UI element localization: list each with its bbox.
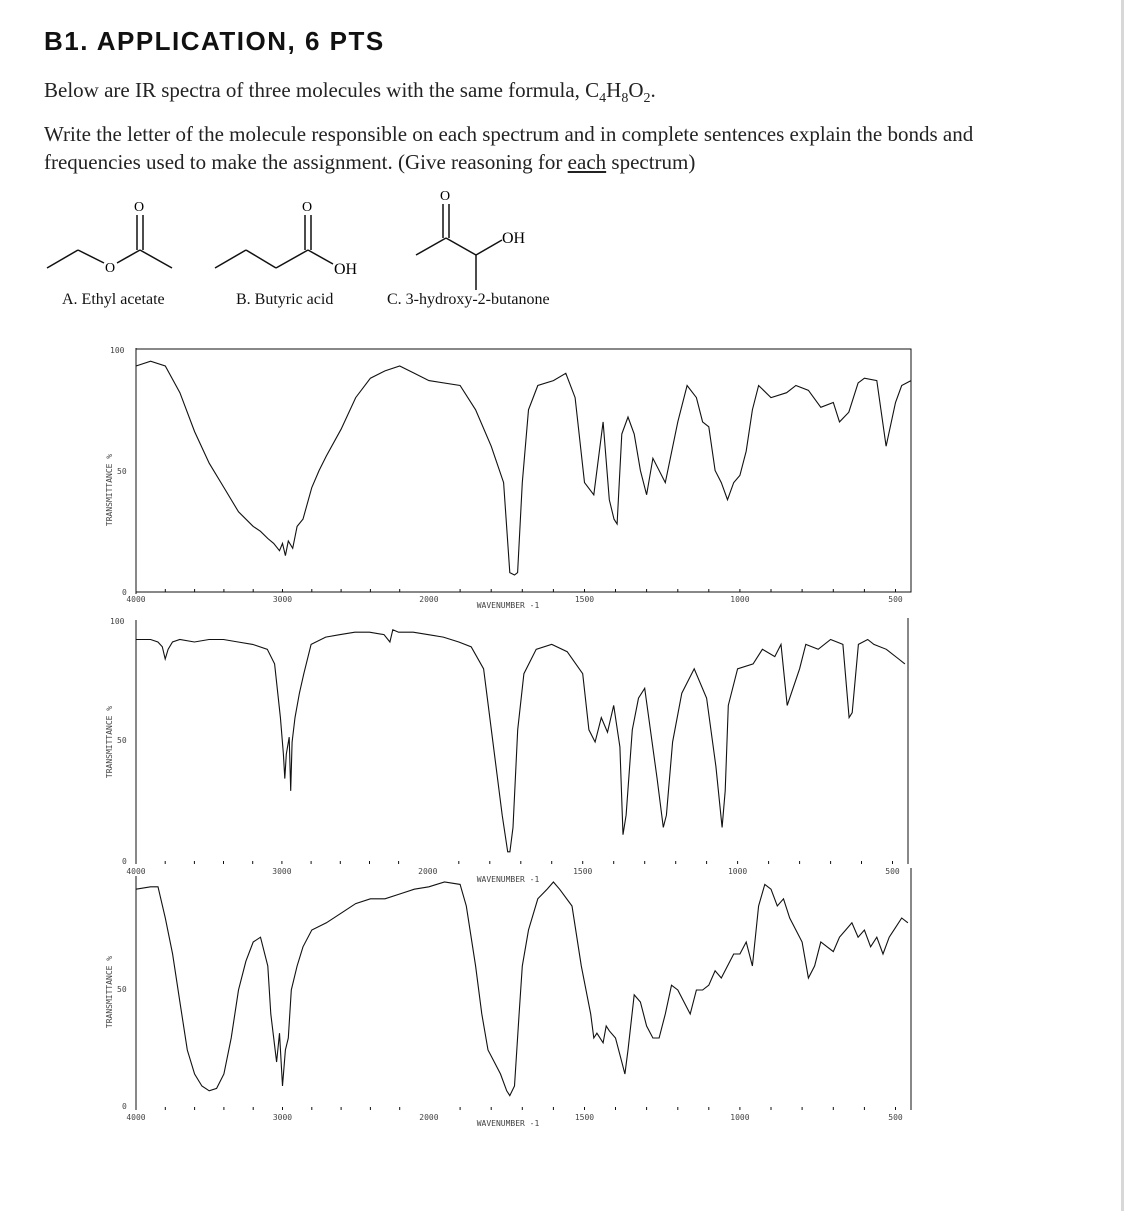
spectrum-trace bbox=[136, 361, 911, 575]
y-tick-0: 0 bbox=[122, 1102, 127, 1111]
x-tick-1000: 1000 bbox=[727, 867, 748, 876]
x-tick-4000: 4000 bbox=[126, 595, 146, 604]
molecule-label-c: C. 3-hydroxy-2-butanone bbox=[387, 291, 550, 308]
hydroxybutanone-structure bbox=[416, 204, 502, 290]
ir-spectrum-2 bbox=[100, 612, 920, 882]
x-tick-500: 500 bbox=[888, 1113, 903, 1122]
y-tick-50: 50 bbox=[117, 736, 127, 745]
formula-element: H bbox=[606, 78, 622, 102]
y-tick-100: 100 bbox=[110, 617, 125, 626]
formula-element: O bbox=[628, 78, 644, 102]
instructions-text: Write the letter of the molecule responsible on each spectrum and in complete sentences explain the bonds and frequencies used to make the assignment. (Give reasoning for bbox=[44, 122, 974, 174]
x-tick-1500: 1500 bbox=[574, 1113, 595, 1122]
x-axis-label: WAVENUMBER -1 bbox=[476, 601, 540, 610]
butyric-acid-structure bbox=[215, 215, 333, 268]
butyric-acid-carbonyl-o: O bbox=[302, 200, 313, 215]
x-tick-500: 500 bbox=[885, 867, 900, 876]
question-heading: B1. APPLICATION, 6 PTS bbox=[44, 26, 385, 56]
x-tick-4000: 4000 bbox=[126, 1113, 146, 1122]
x-tick-500: 500 bbox=[888, 595, 903, 604]
formula-subscript: 8 bbox=[621, 91, 629, 107]
molecule-label-b: B. Butyric acid bbox=[236, 291, 334, 308]
x-tick-1000: 1000 bbox=[730, 595, 750, 604]
y-axis-label: TRANSMITTANCE % bbox=[105, 705, 114, 779]
x-tick-1500: 1500 bbox=[573, 867, 593, 876]
y-axis-label: TRANSMITTANCE % bbox=[105, 955, 114, 1029]
spectrum-trace bbox=[136, 882, 908, 1096]
y-tick-50: 50 bbox=[117, 985, 127, 994]
x-axis-label: WAVENUMBER -1 bbox=[476, 1119, 540, 1128]
y-tick-100: 100 bbox=[110, 346, 125, 355]
x-tick-marks bbox=[165, 1107, 895, 1110]
hydroxybutanone-carbonyl-o: O bbox=[440, 190, 451, 204]
ethyl-acetate-ring-o: O bbox=[105, 261, 116, 276]
x-tick-2000: 2000 bbox=[418, 867, 438, 876]
x-tick-1500: 1500 bbox=[574, 595, 595, 604]
y-tick-50: 50 bbox=[117, 467, 127, 476]
x-tick-1000: 1000 bbox=[730, 1113, 750, 1122]
x-tick-3000: 3000 bbox=[272, 867, 292, 876]
instructions-emphasis: each bbox=[567, 150, 607, 174]
x-tick-4000: 4000 bbox=[126, 867, 146, 876]
intro-text: Below are IR spectra of three molecules with the same formula, C bbox=[44, 78, 600, 102]
formula-subscript: 4 bbox=[599, 91, 607, 107]
y-axis-label: TRANSMITTANCE % bbox=[105, 453, 114, 527]
hydroxybutanone-oh: OH bbox=[502, 230, 526, 247]
question-instructions bbox=[44, 120, 1044, 176]
ir-spectrum-1 bbox=[100, 340, 920, 612]
butyric-acid-oh: OH bbox=[334, 261, 358, 278]
ir-spectrum-3 bbox=[100, 862, 920, 1130]
formula-end: . bbox=[650, 78, 656, 102]
y-tick-0: 0 bbox=[122, 857, 127, 866]
ethyl-acetate-carbonyl-o: O bbox=[134, 200, 145, 215]
x-axis-label: WAVENUMBER -1 bbox=[476, 875, 540, 882]
spectrum-trace bbox=[136, 630, 905, 852]
molecule-label-a: A. Ethyl acetate bbox=[62, 291, 165, 308]
formula-subscript: 2 bbox=[643, 91, 651, 107]
molecule-structures bbox=[0, 190, 600, 290]
y-tick-0: 0 bbox=[122, 588, 127, 597]
page-right-border bbox=[1121, 0, 1124, 1211]
x-tick-2000: 2000 bbox=[419, 595, 439, 604]
x-tick-2000: 2000 bbox=[419, 1113, 439, 1122]
instructions-text-end: spectrum) bbox=[606, 150, 696, 174]
question-intro bbox=[44, 76, 656, 113]
x-tick-3000: 3000 bbox=[272, 595, 293, 604]
x-tick-3000: 3000 bbox=[272, 1113, 293, 1122]
